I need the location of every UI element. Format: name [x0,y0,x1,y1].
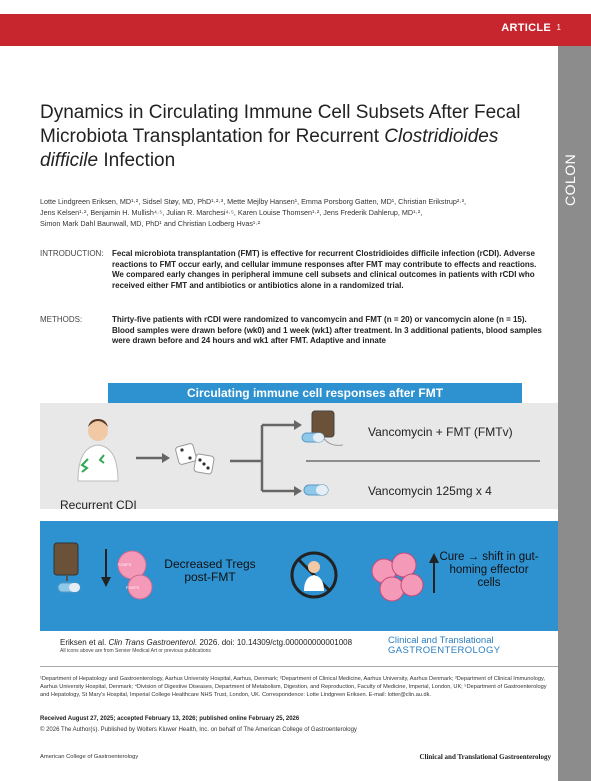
introduction-text: Fecal microbiota transplantation (FMT) is effective for recurrent Clostridioides difficile infection (rCDI). Adverse reactions to FMT occur early, and cellular immune responses after FMT may contribute to effects and reactions. We compared early changes in peripheral immune cell subsets and clinical outcomes in patients with rCDI who received either FMT and antibiotics or antibiotics alone in a randomized trial. [112,249,537,290]
down-arrow-icon [101,549,111,587]
result-tregs: Decreased Tregs post-FMT [164,557,256,584]
arm-fmt-label: Vancomycin + FMT (FMTv) [368,425,513,439]
figure-bottom-panel [40,521,558,631]
arm-vancomycin-label: Vancomycin 125mg x 4 [368,484,492,498]
no-symptoms-icon [292,553,336,597]
effector-cells-icon [372,553,423,601]
methods-text: Thirty-five patients with rCDI were randomized to vancomycin and FMT (n = 20) or vancomycin alone (n = 15). Blood samples were drawn before (wk0) and 1 week (wk1) after treatment. In 3 additional patients, blood samples were drawn before and 24 hours and wk1 after FMT. Adaptive and innate [112,315,542,345]
header-bar [0,0,591,46]
journal-logo: Clinical and Translational GASTROENTEROLOGY [388,635,501,656]
capsule-icon [304,485,328,495]
page-number: 1 [556,23,561,32]
figure-citation: Eriksen et al. Clin Trans Gastroenterol. 2026. doi: 10.14309/ctg.000000000001008 [60,638,353,647]
introduction-label: INTRODUCTION: [40,249,104,258]
icons-note: All icons above are from Servier Medical Art or previous publications [60,648,211,654]
footer-society: American College of Gastroenterology [40,754,139,760]
capsule-icon [302,433,324,442]
fmt-bag-icon [54,543,78,581]
author-list: Lotte Lindgreen Eriksen, MD¹·², Sidsel Støy, MD, PhD¹·²·³, Mette Mejlby Hansen¹, Emma Porsborg Gatten, MD¹, Christian Erikstrup²·³, Jens Kelsen¹·², Benjamin H. Mullish⁴·⁵, Julian R. Marchesi⁴·⁵, Karen Louise Thomsen¹·², Jens Frederik Dahlerup, MD¹·², Simon Mark Dahl Baunwall, MD, PhD¹ and Christian Lodberg Hvas¹·² [40,197,467,228]
article-type-label: ARTICLE [501,22,551,34]
methods-label: METHODS: [40,315,83,324]
arrow-icon [136,453,170,463]
divider [40,666,558,667]
randomization-branch [230,420,302,496]
copyright: © 2026 The Author(s). Published by Wolters Kluwer Health, Inc. on behalf of The American College of Gastroenterology [40,727,357,733]
received-dates: Received August 27, 2025; accepted February 13, 2026; published online February 25, 2026 [40,716,300,722]
patient-icon [78,419,118,481]
foxp3-label: FOXP3 [126,585,140,590]
patient-label: Recurrent CDI [60,498,137,512]
figure-top-panel [40,403,558,512]
capsule-icon [58,583,80,592]
dice-icon [175,443,214,474]
affiliations: ¹Department of Hepatology and Gastroenterology, Aarhus University Hospital, Aarhus, Denmark; ²Department of Clinical Medicine, Aarhus University, Aarhus Denmark; ³Department of Clinical Immunology, Aarhus University Hospital, Denmark; ⁴Division of Digestive Diseases, Department of Metabolism, Digestion, and Reproduction, Faculty of Medicine, Imperial, London, UK; ⁵Department of Gastroenterology and Hepatology, St Mary's Hospital, Imperial College Healthcare NHS Trust, London, UK. Correspondence: Lotte Lindgreen Eriksen. E-mail: lotter@clin.au.dk. [40,676,547,698]
figure-heading: Circulating immune cell responses after FMT [108,383,522,403]
footer-journal: Clinical and Translational Gastroenterology [419,753,551,761]
result-cure: Cure → shift in gut-homing effector cells [439,551,539,589]
treg-cells-icon [118,551,152,599]
section-label: COLON [562,153,578,206]
section-sidebar [558,46,591,781]
graphical-abstract [40,383,558,631]
article-title: Dynamics in Circulating Immune Cell Subsets After Fecal Microbiota Transplantation for Recurrent Clostridioides difficile Infection [40,102,521,171]
foxp3-label: FOXP3 [118,562,132,567]
